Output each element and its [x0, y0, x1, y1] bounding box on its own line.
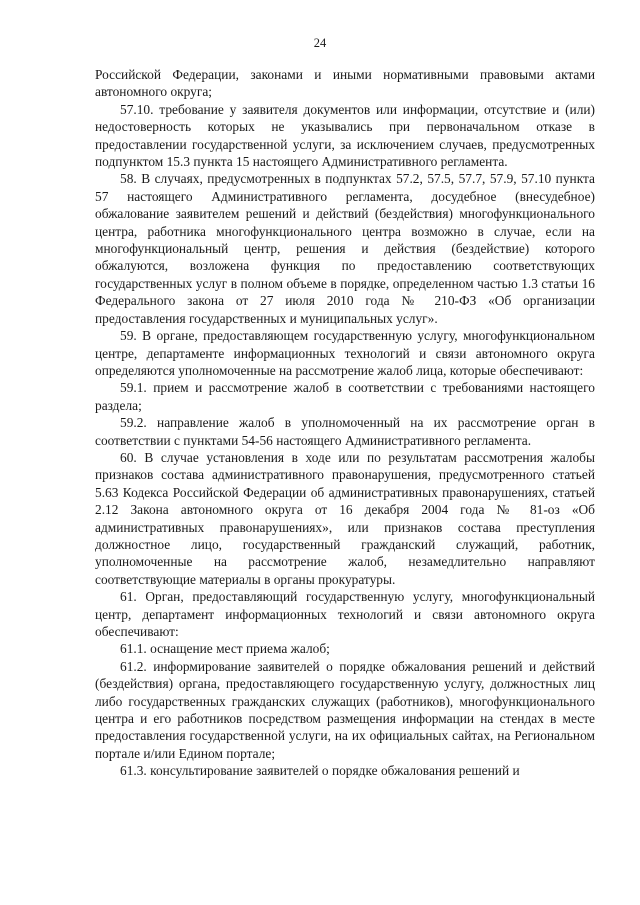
- document-body: [95, 66, 595, 780]
- paragraph-continuation: Российской Федерации, законами и иными нормативными правовыми актами автономного округа;: [95, 67, 595, 100]
- page-number: 24: [313, 36, 327, 50]
- paragraph-61-2: 61.2. информирование заявителей о порядке обжалования решений и действий (бездействия) органа, предоставляющего государственную услугу, должностных лиц либо государственных гражданских служащих (работников), многофункционального центра и его работников посредством размещения информации на стендах в месте предоставления государственной услуги, на их официальных сайтах, на Региональном портале и/или Едином портале;: [95, 658, 595, 761]
- paragraph-61-1: 61.1. оснащение мест приема жалоб;: [120, 641, 330, 657]
- paragraph-58: 58. В случаях, предусмотренных в подпунктах 57.2, 57.5, 57.7, 57.9, 57.10 пункта 57 настоящего Административного регламента, досудебное (внесудебное) обжалование заявителем решений и действий (бездействия) многофункционального центра, работника многофункционального центра возможно в случае, если на многофункциональный центр, решения и действия (бездействие) которого обжалуются, возложена функция по предоставлению соответствующих государственных услуг в полном объеме в порядке, определенном частью 1.3 статьи 16 Федерального закона от 27 июля 2010 года № 210-ФЗ «Об организации предоставления государственных и муниципальных услуг».: [95, 171, 595, 326]
- paragraph-59: 59. В органе, предоставляющем государственную услугу, многофункциональном центре, департаменте информационных технологий и связи автономного округа определяются уполномоченные на рассмотрение жалоб лица, которые обеспечивают:: [95, 328, 595, 378]
- paragraph-61-3: 61.3. консультирование заявителей о порядке обжалования решений и: [120, 763, 520, 779]
- paragraph-61: 61. Орган, предоставляющий государственную услугу, многофункциональный центр, департамент информационных технологий и связи автономного округа обеспечивают:: [95, 589, 595, 639]
- paragraph-59-2: 59.2. направление жалоб в уполномоченный на их рассмотрение орган в соответствии с пунктами 54-56 настоящего Административного регламента.: [95, 415, 595, 448]
- paragraph-59-1: 59.1. прием и рассмотрение жалоб в соответствии с требованиями настоящего раздела;: [95, 380, 595, 413]
- paragraph-57-10: 57.10. требование у заявителя документов или информации, отсутствие и (или) недостоверность которых не указывались при первоначальном отказе в предоставлении государственной услуги, за исключением случаев, предусмотренных подпунктом 15.3 пункта 15 настоящего Административного регламента.: [95, 101, 595, 170]
- paragraph-60: 60. В случае установления в ходе или по результатам рассмотрения жалобы признаков состава административного правонарушения, предусмотренного статьей 5.63 Кодекса Российской Федерации об административных правонарушениях, статьей 2.12 Закона автономного округа от 16 декабря 2004 года № 81-оз «Об административных правонарушениях», или признаков состава преступления должностное лицо, государственный гражданский служащий, работник, уполномоченные на рассмотрение жалоб, незамедлительно направляют соответствующие материалы в органы прокуратуры.: [95, 449, 595, 587]
